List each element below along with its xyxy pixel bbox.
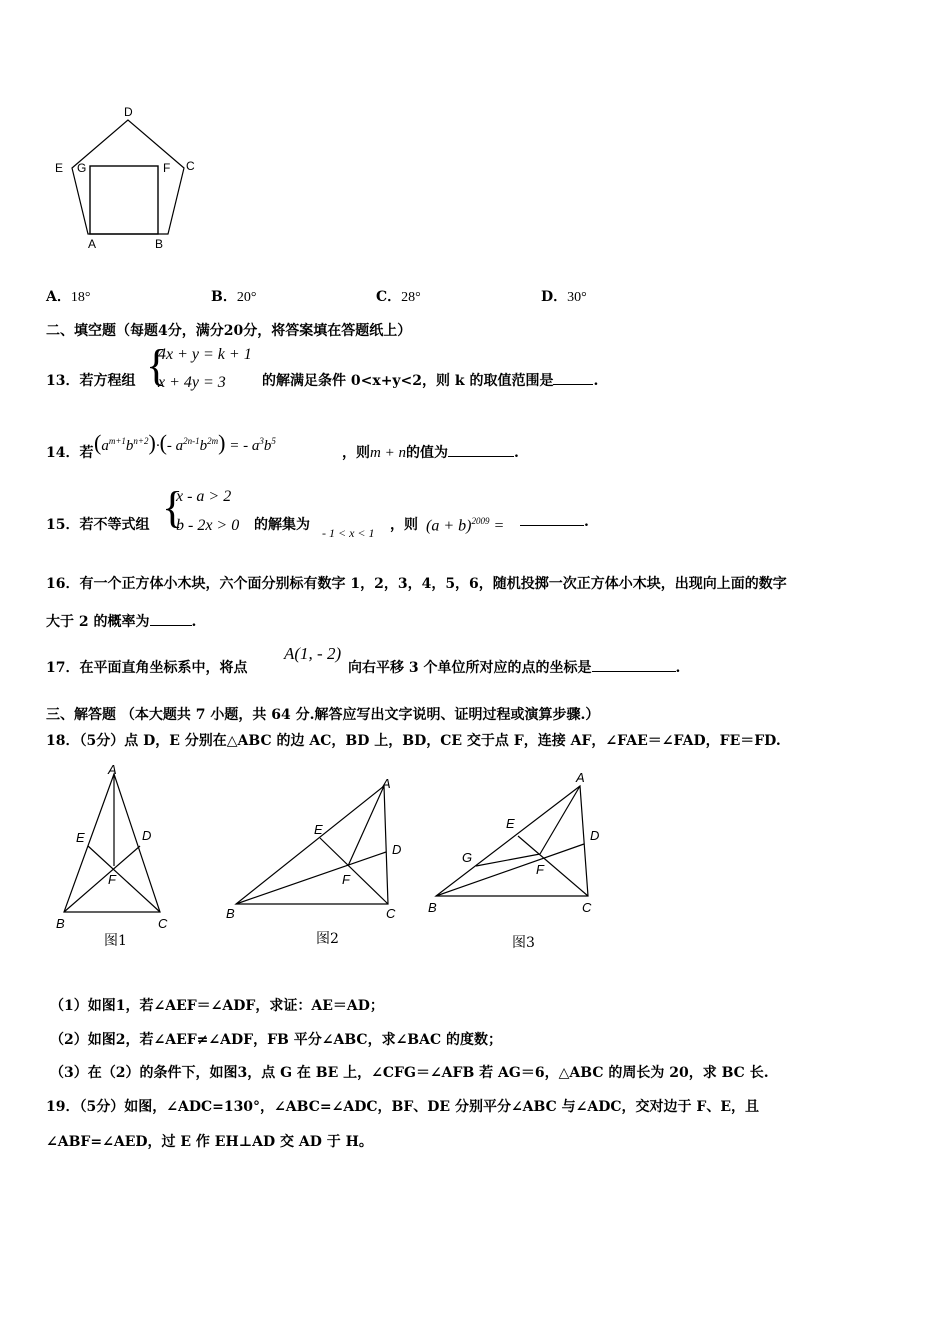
q13-brace: { (146, 341, 168, 390)
fig1-label-A: A (108, 762, 117, 777)
option-b: B．20° (211, 289, 257, 305)
q13-text: 的解满足条件 0<x+y<2，则 k 的取值范围是 . (262, 373, 599, 389)
q15-then: ，则 (390, 517, 418, 533)
section2-heading: 二、填空题（每题4分，满分20分，将答案填在答题纸上） (46, 323, 412, 339)
fig2-label-B: B (226, 906, 235, 921)
q18-part1: （1）如图1，若∠AEF＝∠ADF，求证：AE＝AD； (50, 998, 384, 1014)
fig1-label-B: B (56, 916, 65, 931)
q18-part3: （3）在（2）的条件下，如图3，点 G 在 BE 上，∠CFG＝∠AFB 若 AG＝6，△ABC 的周长为 20，求 BC 长. (50, 1065, 769, 1081)
fig1-label-D: D (142, 828, 152, 843)
q18-figure-2 (222, 772, 412, 926)
fig3-label-G: G (462, 850, 473, 865)
q15-ineq2: b - 2x > 0 (176, 517, 240, 534)
label-B: B (155, 237, 164, 251)
label-G: G (77, 161, 87, 175)
q15-expression: $(a + b)^{2009}$ = (426, 516, 505, 535)
fig3-label-E: E (506, 816, 515, 831)
q19-line1: 19．（5分）如图，∠ADC=130°，∠ABC=∠ADC，BF、DE 分别平分∠ABC 与∠ADC，交对边于 F、E，且 (46, 1099, 760, 1115)
label-C: C (186, 159, 195, 173)
q15-mid: 的解集为 (254, 517, 310, 533)
q17-prefix: 17．在平面直角坐标系中，将点 (46, 660, 248, 676)
label-F: F (163, 161, 171, 175)
q18-figure-2-caption: 图2 (316, 931, 339, 947)
q13-eq2: x + 4y = 3 (158, 374, 226, 391)
fig3-label-F: F (536, 862, 544, 877)
fig1-label-E: E (76, 830, 85, 845)
q17-point: A(1, - 2) (284, 644, 342, 663)
fig3-label-D: D (590, 828, 600, 843)
q18-figure-1 (50, 762, 180, 932)
q13-eq1: 4x + y = k + 1 (158, 346, 252, 363)
pentagon-figure (50, 100, 210, 252)
q16-line1: 16．有一个正方体小木块，六个面分别标有数字 1，2，3，4，5，6，随机投掷一次正方体小木块，出现向上面的数字 (46, 576, 787, 592)
q15-range: - 1 < x < 1 (322, 526, 375, 540)
option-a: A．18° (46, 289, 91, 305)
fig3-label-A: A (576, 770, 585, 785)
q14-expression: $(a^{m+1}b^{n+2})\cdot(-$ $a^{2n-1}b^{2m}$) = - $a^3b^5$ (94, 430, 276, 455)
fig3-label-B: B (428, 900, 437, 915)
fig3-label-C: C (582, 900, 592, 915)
q18-figure-1-caption: 图1 (104, 933, 127, 949)
fig2-label-E: E (314, 822, 323, 837)
section3-heading: 三、解答题 （本大题共 7 小题，共 64 分.解答应写出文字说明、证明过程或演算步骤.） (46, 707, 600, 723)
q19-line2: ∠ABF=∠AED，过 E 作 EH⊥AD 交 AD 于 H。 (46, 1134, 373, 1150)
q18-figure-3-caption: 图3 (512, 935, 535, 951)
label-D: D (124, 105, 133, 119)
q14-prefix: 14．若 (46, 445, 94, 461)
q17-text: 向右平移 3 个单位所对应的点的坐标是 . (348, 660, 681, 676)
fig2-label-C: C (386, 906, 396, 921)
fig2-label-D: D (392, 842, 402, 857)
q15-answer: . (520, 514, 589, 530)
q15-ineq1: x - a > 2 (176, 488, 232, 505)
q15-prefix: 15．若不等式组 (46, 517, 150, 533)
q14-text: ，则m + n的值为 . (342, 445, 519, 461)
option-d: D．30° (541, 289, 587, 305)
fig2-label-F: F (342, 872, 350, 887)
fig2-label-A: A (382, 776, 391, 791)
q13-prefix: 13．若方程组 (46, 373, 136, 389)
q18-figure-3 (424, 766, 614, 920)
label-A: A (88, 237, 97, 251)
option-c: C．28° (376, 289, 421, 305)
q18-part2: （2）如图2，若∠AEF≠∠ADF，FB 平分∠ABC，求∠BAC 的度数； (50, 1032, 503, 1048)
q15-brace: { (162, 483, 184, 532)
q18-stem: 18．（5分）点 D，E 分别在△ABC 的边 AC，BD 上，BD，CE 交于点 F，连接 AF，∠FAE＝∠FAD，FE＝FD. (46, 733, 781, 749)
fig1-label-C: C (158, 916, 168, 931)
q16-line2: 大于 2 的概率为 . (46, 614, 197, 630)
label-E: E (55, 161, 64, 175)
fig1-label-F: F (108, 872, 116, 887)
